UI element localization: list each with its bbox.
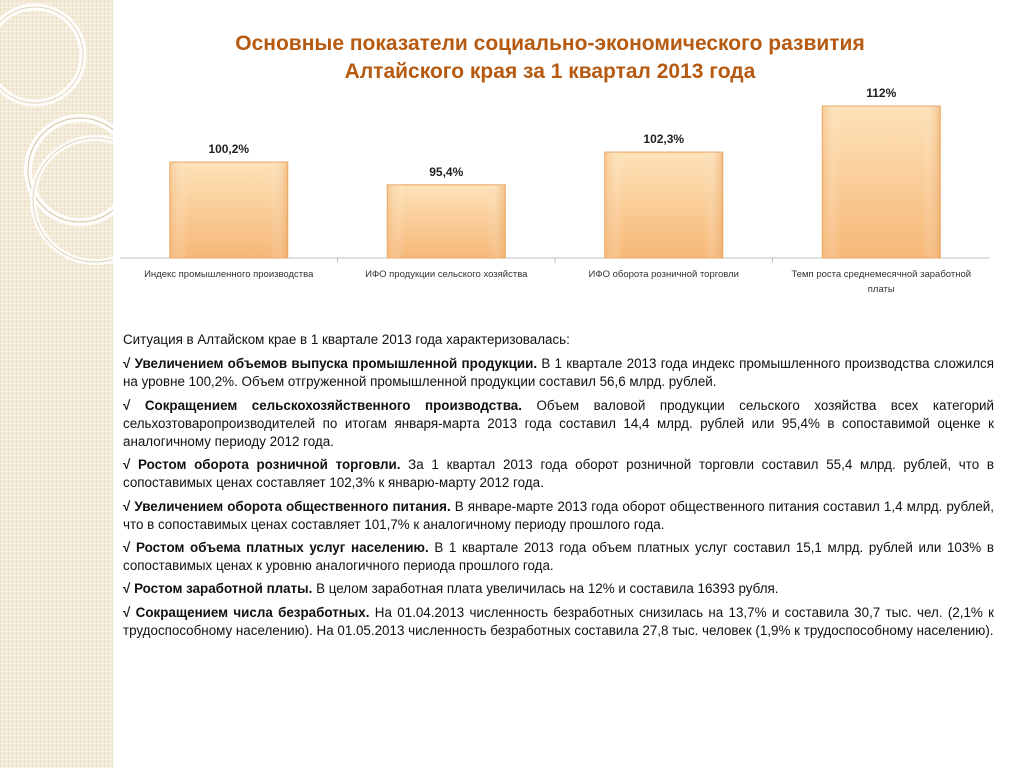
category-label: платы: [867, 284, 895, 295]
indicator-lead: √ Ростом заработной платы.: [123, 581, 313, 597]
page-title: [120, 30, 980, 86]
bar-shade: [387, 185, 505, 258]
indicator-item: [123, 539, 994, 575]
indicator-lead: √ Ростом оборота розничной торговли.: [123, 457, 401, 473]
bar-group: [365, 165, 528, 280]
decorative-rings: [0, 0, 113, 768]
indicator-body: В январе-марте 2013 года оборот общественного питания составил 1,4 млрд. рублей, что в сопоставимых ценах составляет 101,7% к аналогичному периоду прошлого года.: [123, 498, 995, 532]
data-label: 102,3%: [643, 132, 685, 147]
indicator-lead: √ Сокращением сельскохозяйственного производства.: [123, 397, 522, 413]
title-line-1: Основные показатели социально-экономического развития: [235, 32, 865, 55]
indicator-body: В 1 квартале 2013 года индекс промышленного производства сложился на уровне 100,2%. Объем отгруженной промышленной продукции составил 56,6 млрд. рублей.: [123, 356, 995, 390]
indicator-body: За 1 квартал 2013 года оборот розничной торговли составил 55,4 млрд. рублей, что в сопоставимых ценах составляет 102,3% к январю-марту 2012 года.: [123, 457, 994, 491]
indicator-item: [123, 604, 994, 640]
bar-group: [791, 88, 971, 295]
indicator-item: [123, 397, 994, 452]
indicator-item: [123, 498, 994, 534]
indicator-item: [123, 580, 994, 598]
bar-shade: [822, 106, 940, 258]
bar-shade: [170, 162, 288, 258]
indicator-body: В целом заработная плата увеличилась на 12% и составила 16393 рубля.: [312, 581, 779, 597]
data-label: 95,4%: [429, 164, 464, 179]
bar-shade: [605, 152, 723, 258]
data-label: 112%: [866, 88, 897, 100]
bar-chart: [120, 88, 990, 303]
indicator-lead: √ Ростом объема платных услуг населению.: [123, 540, 429, 556]
indicator-lead: √ Сокращением числа безработных.: [123, 604, 370, 620]
intro-text: Ситуация в Алтайском крае в 1 квартале 2013 года характеризовалась:: [123, 332, 570, 347]
category-label: Индекс промышленного производства: [144, 269, 314, 280]
title-line-2: Алтайского края за 1 квартал 2013 года: [344, 60, 756, 83]
category-label: ИФО продукции сельского хозяйства: [365, 269, 528, 280]
bar-group: [144, 142, 314, 280]
indicator-list: [123, 355, 994, 640]
bar-group: [589, 132, 739, 280]
indicator-item: [123, 456, 994, 492]
data-label: 100,2%: [208, 142, 250, 157]
category-label: ИФО оборота розничной торговли: [588, 269, 739, 280]
indicator-body: Объем валовой продукции сельского хозяйства всех категорий сельхозтоваропроизводителей по итогам января-марта 2013 года составил 14,4 млрд. рублей или 95,4% в сопоставимой оценке к аналогичному периоду 2012 года.: [123, 397, 994, 450]
decorative-side-strip: [0, 0, 113, 768]
indicator-item: [123, 355, 994, 391]
indicator-body: На 01.04.2013 численность безработных снизилась на 13,7% и составила 30,7 тыс. чел. (2,1% к трудоспособному населению). На 01.05.2013 численность безработных составила 27,8 тыс. человек (1,9% к трудоспособному населению).: [123, 604, 994, 638]
indicator-lead: √ Увеличением объемов выпуска промышленной продукции.: [123, 356, 538, 372]
indicator-body: В 1 квартале 2013 года объем платных услуг составил 15,1 млрд. рублей или 103% в сопоставимых ценах к уровню аналогичного периода прошлого года.: [123, 540, 994, 574]
description-text: [123, 331, 994, 645]
category-label: Темп роста среднемесячной заработной: [791, 269, 972, 280]
indicator-lead: √ Увеличением оборота общественного питания.: [123, 498, 451, 514]
